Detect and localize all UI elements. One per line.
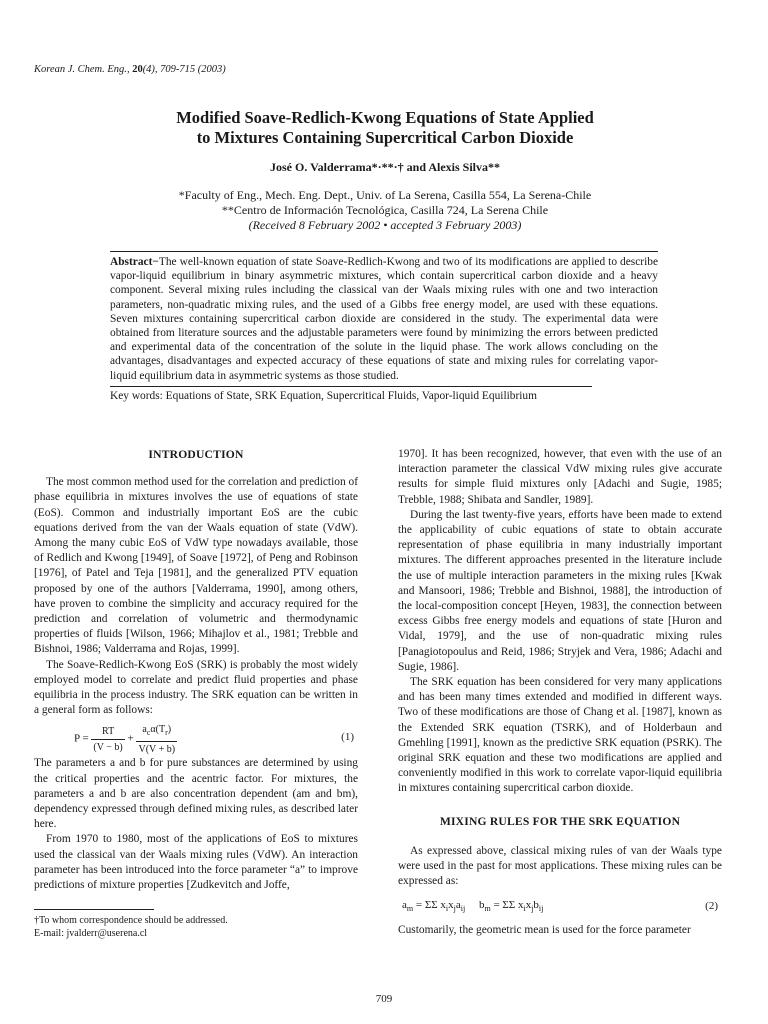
journal-citation: Korean J. Chem. Eng., 20(4), 709-715 (2003) (34, 64, 226, 75)
intro-paragraph-4: From 1970 to 1980, most of the applications of EoS to mixtures used the classical van der Waals mixing rules (VdW). An interaction parameter has been introduced into the force parameter “a” to improve predictions of mixture properties [Zudkevitch and Joffe, (34, 833, 358, 892)
intro-paragraph-3: The parameters a and b for pure substances are determined by using the critical properties and the acentric factor. For mixtures, the parameters a and b are also concentration dependent (am and bm), dependency expressed through defined mixing rules, as described later here. (34, 757, 358, 831)
introduction-heading: INTRODUCTION (148, 448, 244, 461)
journal-volume: 20 (132, 64, 143, 75)
affiliation-1: *Faculty of Eng., Mech. Eng. Dept., Univ. of La Serena, Casilla 554, La Serena-Chile (178, 188, 592, 202)
title-line-2: to Mixtures Containing Supercritical Carbon Dioxide (196, 128, 574, 147)
right-paragraph-4: As expressed above, classical mixing rules of van der Waals type were used in the past for most applications. These mixing rules can be expressed as: (398, 844, 722, 888)
footnote-correspondence: †To whom correspondence should be addressed. (34, 915, 228, 926)
abstract-label: Abstract− (110, 256, 159, 268)
equation-1 (34, 718, 358, 756)
footnote (34, 914, 364, 940)
intro-paragraph-1: The most common method used for the correlation and prediction of phase equilibria in mixtures involves the use of equations of state (EoS). Common and industrially important EoS are the cubic equations derived from the van der Waals equation of state (VdW). Among the many cubic EoS of VdW type nowadays available, those of Redlich and Kwong [1949], of Soave [1972], of Peng and Robinson [1976], of Patel and Teja [1981], and the generalized PTV equation proposed by one of the authors [Valderrama, 1990], among others, have proven to combine the simplicity and accuracy required for the prediction and correlation of volumetric and thermodynamic properties of fluids [Wilson, 1966; Mihajlov et al., 1981; Trebble and Bishnoi, 1986; Valderrama and Rojas, 1999]. (34, 476, 358, 656)
paper-title (100, 108, 670, 148)
footnote-email: E-mail: jvalderr@userena.cl (34, 928, 148, 939)
footnote-rule (34, 909, 154, 910)
abstract (110, 255, 658, 383)
abstract-text: The well-known equation of state Soave-Redlich-Kwong and two of its modifications are applied to describe vapor-liquid equilibrium in binary asymmetric mixtures, which contain supercritical carbon dioxide and a heavy component. Several mixing rules including the classical van der Waals mixing rules with one and two interaction parameters, non-quadratic mixing rules, and the used of a Gibbs free energy model, are used with these equations. Seven mixtures containing supercritical carbon dioxide are considered in the study. The experimental data were obtained from literature sources and the adjustable parameters were found by minimizing the errors between predicted and experimental data of the concentration of the solute in the liquid phase. The work allows concluding on the advantages, disadvantages and expected accuracy of these equations of state and mixing rules for correlating vapor-liquid equilibrium data in asymmetric systems as those studied. (110, 256, 658, 382)
equation-2-body: $a_m = \Sigma\Sigma$ $x_ix_ja_{ij}$ $b_m = \Sigma\Sigma$ $x_ix_jb_{ij}$ (402, 899, 544, 914)
right-paragraph-2: During the last twenty-five years, efforts have been made to extend the applicability of cubic equations of state to obtain accurate representation of phase equilibria in many industrially important mixtures. The different approaches presented in the literature include the use of multiple interaction parameters in the mixing rules [Kwak and Mansoori, 1986; Trebble and Bishnoi, 1988], the introduction of the local-composition concept [Heyen, 1983], the connection between excess Gibbs free energy models and equations of state [Huron and Vidal, 1979], and the use of non-quadratic mixing rules [Panagiotopoulus and Reid, 1986; Stryjek and Vera, 1986; Adachi and Sugie, 1986]. (398, 508, 722, 673)
right-paragraph-5: Customarily, the geometric mean is used for the force parameter (398, 924, 691, 937)
mixing-rules-heading: MIXING RULES FOR THE SRK EQUATION (439, 814, 681, 828)
left-column (34, 447, 358, 893)
title-line-1: Modified Soave-Redlich-Kwong Equations of State Applied (176, 108, 594, 127)
journal-issue-pages: (4), 709-715 (2003) (142, 64, 226, 75)
intro-paragraph-2: The Soave-Redlich-Kwong EoS (SRK) is probably the most widely employed model to correlate and predict fluid properties and phase equilibria in the process industry. The SRK equation can be written in a general form as follows: (34, 658, 358, 717)
abstract-top-rule (110, 251, 658, 252)
right-column (398, 447, 722, 939)
equation-1-body: P = $\frac{RT}{(V - b)}$ + $\frac{a_c\alpha(T_r)}{V(V + b)}$ (74, 724, 176, 755)
page-number: 709 (375, 993, 393, 1005)
received-dates: (Received 8 February 2002 • accepted 3 February 2003) (248, 218, 522, 232)
equation-2 (398, 889, 722, 923)
journal-name: Korean J. Chem. Eng. (34, 64, 127, 75)
right-paragraph-3: The SRK equation has been considered for very many applications and has been many times extended and modified in different ways. Two of these modifications are those of Chang et al. [1987], known as the Extended SRK equation (TSRK), and of Holderbaun and Gmehling [1991], known as the predictive SRK equation (PSRK). The original SRK equation and these two modifications are applied and conveniently modified in this work to correlate vapor-liquid equilibria in mixtures containing supercritical carbon dioxide. (398, 676, 722, 795)
right-paragraph-1: 1970]. It has been recognized, however, that even with the use of an interaction parameter the classical VdW mixing rules give accurate results for simple fluid mixtures only [Adachi and Sugie, 1985; Trebble, 1988; Shibata and Sandler, 1989]. (398, 448, 722, 506)
affiliations (100, 188, 670, 233)
equation-1-number: (1) (341, 731, 354, 744)
keywords: Key words: Equations of State, SRK Equation, Supercritical Fluids, Vapor-liquid Equilibrium (110, 390, 537, 402)
affiliation-2: **Centro de Información Tecnológica, Casilla 724, La Serena Chile (221, 203, 549, 217)
equation-2-number: (2) (705, 900, 718, 913)
authors: José O. Valderrama*·**·† and Alexis Silva** (269, 160, 501, 174)
abstract-bottom-rule (110, 386, 592, 387)
